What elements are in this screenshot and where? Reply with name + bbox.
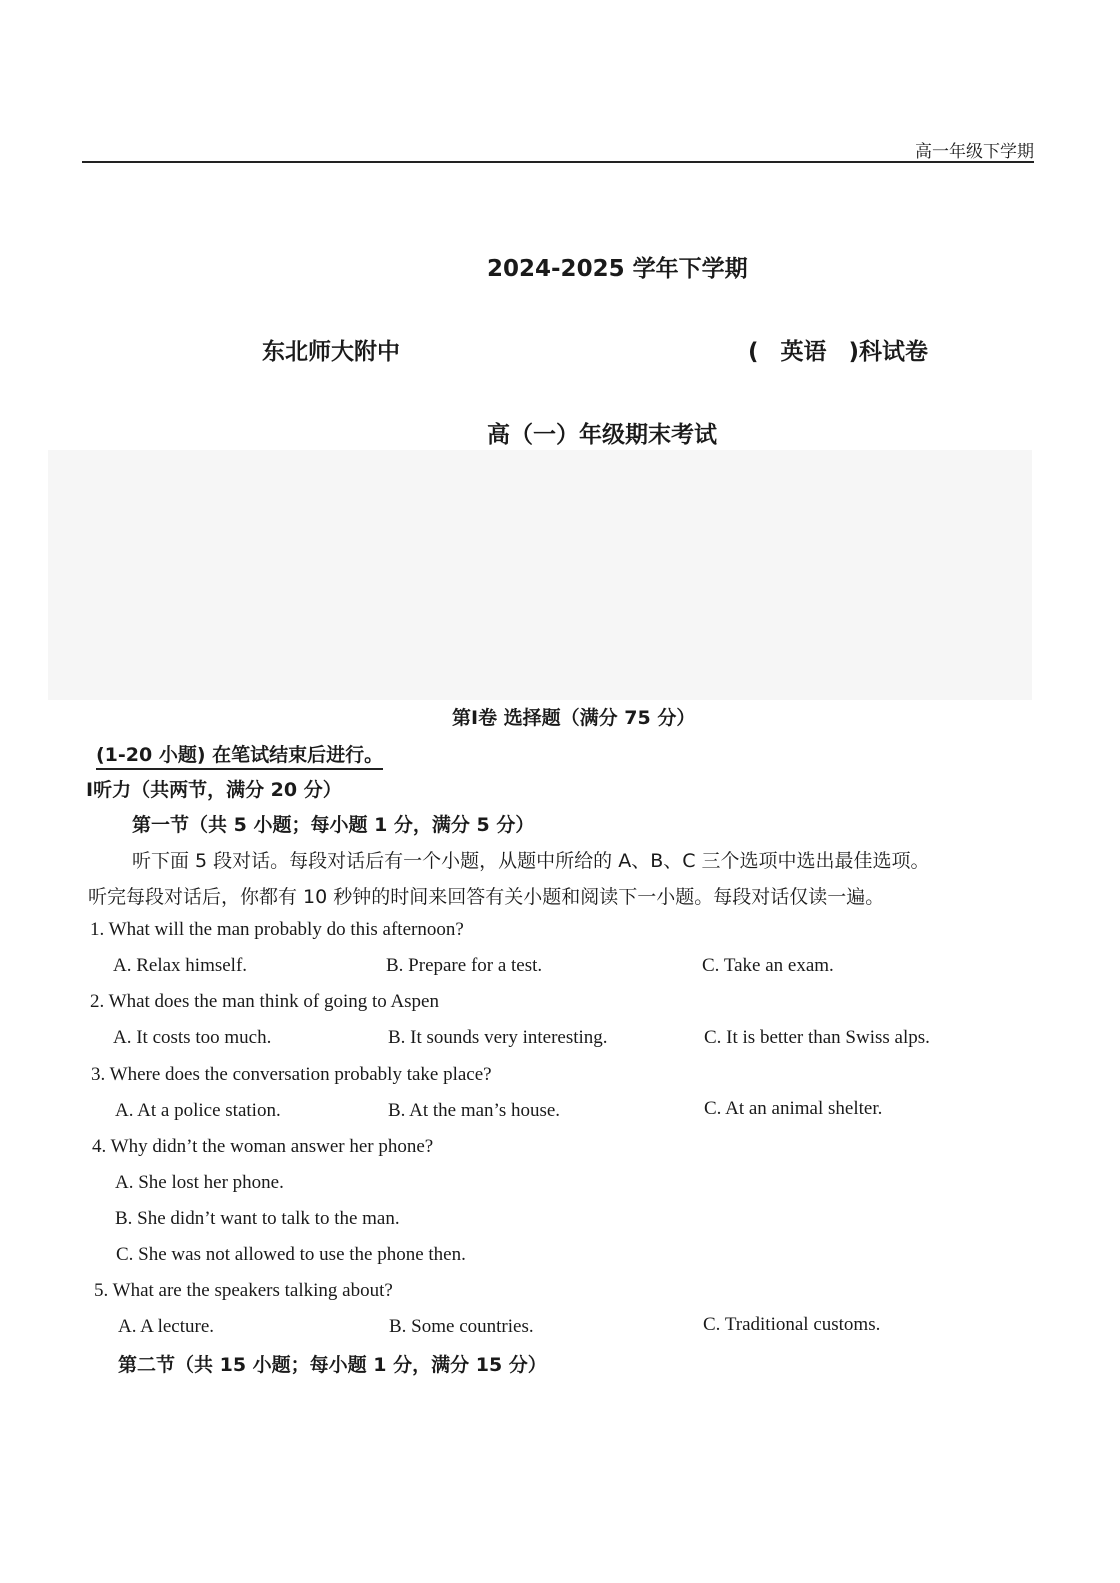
- question-5-option-a: A. A lecture.: [118, 1316, 215, 1337]
- question-1-option-c: C. Take an exam.: [702, 955, 834, 976]
- question-4-option-b: B. She didn’t want to talk to the man.: [115, 1208, 400, 1229]
- section1-heading: 第一节（共 5 小题；每小题 1 分，满分 5 分）: [132, 814, 535, 836]
- question-1-option-a: A. Relax himself.: [113, 955, 248, 976]
- section1-instruction-line2: 听完每段对话后，你都有 10 秒钟的时间来回答有关小题和阅读下一小题。每段对话仅读一遍。: [88, 886, 885, 908]
- question-2-option-c: C. It is better than Swiss alps.: [704, 1027, 930, 1048]
- section2-heading: 第二节（共 15 小题；每小题 1 分，满分 15 分）: [118, 1354, 547, 1376]
- subject-suffix: )科试卷: [848, 339, 929, 365]
- question-5-stem: 5. What are the speakers talking about?: [94, 1280, 393, 1301]
- blank-area: [48, 450, 1032, 700]
- header-divider: [82, 161, 1034, 163]
- listening-note-text: (1-20 小题) 在笔试结束后进行。: [96, 744, 383, 770]
- part-heading: Ⅰ听力（共两节，满分 20 分）: [86, 779, 342, 801]
- question-3-option-a: A. At a police station.: [115, 1100, 281, 1121]
- listening-note: [96, 740, 383, 767]
- question-1-stem: 1. What will the man probably do this afternoon?: [90, 919, 464, 940]
- exam-year-term: 2024-2025 学年下学期: [487, 256, 748, 282]
- question-1-option-b: B. Prepare for a test.: [386, 955, 543, 976]
- question-2-option-a: A. It costs too much.: [113, 1027, 272, 1048]
- question-3-option-b: B. At the man’s house.: [388, 1100, 561, 1121]
- question-5-option-c: C. Traditional customs.: [703, 1314, 881, 1335]
- volume-heading: 第Ⅰ卷 选择题（满分 75 分）: [452, 707, 696, 729]
- subject-prefix: (: [748, 339, 759, 365]
- grade-exam-title: 高（一）年级期末考试: [487, 422, 717, 448]
- question-4-option-a: A. She lost her phone.: [115, 1172, 284, 1193]
- question-3-option-c: C. At an animal shelter.: [704, 1098, 883, 1119]
- running-header: 高一年级下学期: [915, 142, 1034, 162]
- subject-name: 英语: [780, 339, 827, 365]
- school-name: 东北师大附中: [262, 339, 400, 365]
- question-2-option-b: B. It sounds very interesting.: [388, 1027, 608, 1048]
- question-3-stem: 3. Where does the conversation probably take place?: [91, 1064, 492, 1085]
- question-4-stem: 4. Why didn’t the woman answer her phone?: [92, 1136, 434, 1157]
- section1-instruction-line1: 听下面 5 段对话。每段对话后有一个小题，从题中所给的 A、B、C 三个选项中选出最佳选项。: [132, 850, 930, 872]
- question-5-option-b: B. Some countries.: [389, 1316, 534, 1337]
- question-2-stem: 2. What does the man think of going to Aspen: [90, 991, 439, 1012]
- question-4-option-c: C. She was not allowed to use the phone then.: [116, 1244, 466, 1265]
- subject-line: [748, 333, 928, 366]
